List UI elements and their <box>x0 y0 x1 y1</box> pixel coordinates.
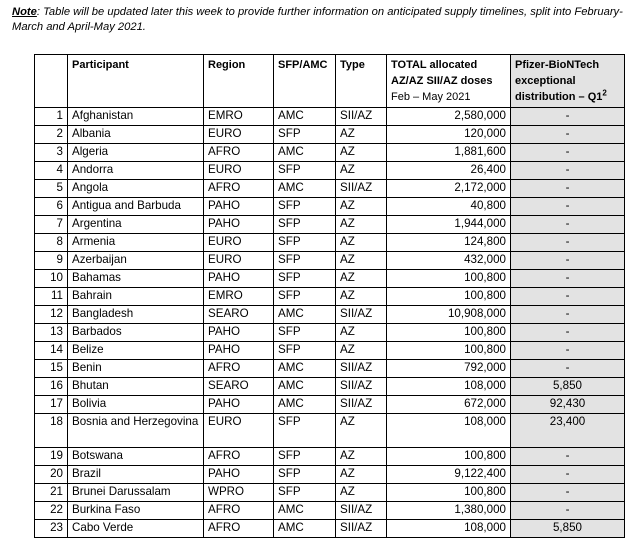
table-row <box>35 270 625 288</box>
cell-pfizer: - <box>511 306 625 324</box>
cell-region: PAHO <box>204 396 274 414</box>
cell-pfizer: - <box>511 502 625 520</box>
cell-pfizer: 5,850 <box>511 378 625 396</box>
table-row <box>35 484 625 502</box>
table-row <box>35 360 625 378</box>
header-row <box>35 55 625 108</box>
cell-sfp-amc: AMC <box>274 502 336 520</box>
table-row <box>35 216 625 234</box>
cell-pfizer: - <box>511 180 625 198</box>
row-index: 5 <box>35 180 68 198</box>
cell-participant: Brazil <box>68 466 204 484</box>
row-index: 21 <box>35 484 68 502</box>
cell-participant: Benin <box>68 360 204 378</box>
cell-region: EMRO <box>204 288 274 306</box>
cell-participant: Angola <box>68 180 204 198</box>
cell-type: SII/AZ <box>336 378 387 396</box>
cell-sfp-amc: SFP <box>274 252 336 270</box>
cell-participant: Afghanistan <box>68 108 204 126</box>
cell-total-doses: 1,380,000 <box>387 502 511 520</box>
cell-participant: Bahrain <box>68 288 204 306</box>
header-participant: Participant <box>68 55 204 108</box>
cell-sfp-amc: AMC <box>274 108 336 126</box>
cell-region: PAHO <box>204 342 274 360</box>
cell-total-doses: 100,800 <box>387 288 511 306</box>
cell-pfizer: - <box>511 162 625 180</box>
cell-participant: Barbados <box>68 324 204 342</box>
cell-participant: Botswana <box>68 448 204 466</box>
cell-total-doses: 108,000 <box>387 378 511 396</box>
cell-participant: Bhutan <box>68 378 204 396</box>
cell-sfp-amc: AMC <box>274 520 336 538</box>
cell-participant: Bolivia <box>68 396 204 414</box>
cell-region: AFRO <box>204 360 274 378</box>
cell-total-doses: 792,000 <box>387 360 511 378</box>
row-index: 22 <box>35 502 68 520</box>
table-row <box>35 324 625 342</box>
cell-pfizer: - <box>511 252 625 270</box>
header-pfizer <box>511 55 625 108</box>
row-index: 16 <box>35 378 68 396</box>
cell-region: EMRO <box>204 108 274 126</box>
cell-type: AZ <box>336 216 387 234</box>
cell-participant: Cabo Verde <box>68 520 204 538</box>
row-index: 8 <box>35 234 68 252</box>
header-total <box>387 55 511 108</box>
row-index: 23 <box>35 520 68 538</box>
cell-sfp-amc: SFP <box>274 198 336 216</box>
cell-region: SEARO <box>204 378 274 396</box>
cell-type: AZ <box>336 466 387 484</box>
cell-region: PAHO <box>204 198 274 216</box>
cell-participant: Burkina Faso <box>68 502 204 520</box>
cell-total-doses: 108,000 <box>387 414 511 448</box>
row-index: 9 <box>35 252 68 270</box>
table-row <box>35 108 625 126</box>
row-index: 6 <box>35 198 68 216</box>
cell-pfizer: - <box>511 198 625 216</box>
header-total-title: TOTAL allocated AZ/AZ SII/AZ doses <box>391 59 493 87</box>
cell-total-doses: 432,000 <box>387 252 511 270</box>
cell-type: AZ <box>336 484 387 502</box>
cell-type: AZ <box>336 144 387 162</box>
cell-type: AZ <box>336 198 387 216</box>
cell-participant: Andorra <box>68 162 204 180</box>
cell-region: WPRO <box>204 484 274 502</box>
row-index: 11 <box>35 288 68 306</box>
table-row <box>35 252 625 270</box>
table-note <box>12 5 624 35</box>
table-row <box>35 126 625 144</box>
cell-region: AFRO <box>204 502 274 520</box>
cell-pfizer: - <box>511 342 625 360</box>
cell-type: AZ <box>336 252 387 270</box>
header-pfizer-footnote: 2 <box>602 88 607 98</box>
cell-total-doses: 40,800 <box>387 198 511 216</box>
table-row <box>35 396 625 414</box>
cell-sfp-amc: SFP <box>274 234 336 252</box>
cell-region: AFRO <box>204 180 274 198</box>
cell-pfizer: - <box>511 144 625 162</box>
cell-region: EURO <box>204 414 274 448</box>
table-row <box>35 288 625 306</box>
cell-type: AZ <box>336 342 387 360</box>
cell-sfp-amc: SFP <box>274 216 336 234</box>
cell-total-doses: 26,400 <box>387 162 511 180</box>
row-index: 7 <box>35 216 68 234</box>
cell-type: AZ <box>336 448 387 466</box>
table-row <box>35 502 625 520</box>
allocation-table <box>34 54 625 538</box>
cell-sfp-amc: SFP <box>274 162 336 180</box>
table-row <box>35 466 625 484</box>
table-row <box>35 448 625 466</box>
table-row <box>35 414 625 448</box>
cell-type: AZ <box>336 324 387 342</box>
table-row <box>35 306 625 324</box>
table-row <box>35 342 625 360</box>
cell-region: EURO <box>204 126 274 144</box>
table-row <box>35 144 625 162</box>
cell-total-doses: 108,000 <box>387 520 511 538</box>
cell-sfp-amc: AMC <box>274 396 336 414</box>
cell-region: EURO <box>204 252 274 270</box>
cell-type: AZ <box>336 414 387 448</box>
header-pfizer-title: Pfizer-BioNTech exceptional distribution – Q1 <box>515 59 603 103</box>
cell-pfizer: - <box>511 484 625 502</box>
cell-region: AFRO <box>204 144 274 162</box>
cell-type: AZ <box>336 126 387 144</box>
table-row <box>35 162 625 180</box>
row-index: 13 <box>35 324 68 342</box>
cell-type: AZ <box>336 234 387 252</box>
cell-type: SII/AZ <box>336 360 387 378</box>
cell-type: SII/AZ <box>336 520 387 538</box>
row-index: 18 <box>35 414 68 448</box>
row-index: 17 <box>35 396 68 414</box>
cell-total-doses: 9,122,400 <box>387 466 511 484</box>
cell-participant: Argentina <box>68 216 204 234</box>
cell-total-doses: 120,000 <box>387 126 511 144</box>
header-total-period: Feb – May 2021 <box>391 91 471 103</box>
cell-participant: Belize <box>68 342 204 360</box>
row-index: 15 <box>35 360 68 378</box>
cell-pfizer: 5,850 <box>511 520 625 538</box>
row-index: 12 <box>35 306 68 324</box>
cell-region: SEARO <box>204 306 274 324</box>
cell-type: SII/AZ <box>336 108 387 126</box>
cell-type: AZ <box>336 162 387 180</box>
cell-participant: Brunei Darussalam <box>68 484 204 502</box>
cell-sfp-amc: AMC <box>274 360 336 378</box>
cell-region: AFRO <box>204 520 274 538</box>
cell-sfp-amc: SFP <box>274 466 336 484</box>
cell-total-doses: 1,881,600 <box>387 144 511 162</box>
cell-pfizer: - <box>511 324 625 342</box>
cell-sfp-amc: AMC <box>274 378 336 396</box>
cell-total-doses: 2,172,000 <box>387 180 511 198</box>
row-index: 10 <box>35 270 68 288</box>
cell-pfizer: 92,430 <box>511 396 625 414</box>
cell-pfizer: - <box>511 360 625 378</box>
table-row <box>35 378 625 396</box>
cell-participant: Bosnia and Herzegovina <box>68 414 204 448</box>
cell-pfizer: - <box>511 234 625 252</box>
cell-region: AFRO <box>204 448 274 466</box>
cell-participant: Azerbaijan <box>68 252 204 270</box>
cell-sfp-amc: SFP <box>274 324 336 342</box>
cell-sfp-amc: SFP <box>274 484 336 502</box>
cell-sfp-amc: SFP <box>274 448 336 466</box>
cell-pfizer: - <box>511 108 625 126</box>
note-label: Note <box>12 6 37 18</box>
cell-participant: Albania <box>68 126 204 144</box>
cell-sfp-amc: AMC <box>274 144 336 162</box>
note-text: : Table will be updated later this week to provide further information on anticipated supply timelines, split into February-March and April-May 2021. <box>12 6 623 33</box>
cell-sfp-amc: SFP <box>274 126 336 144</box>
cell-region: PAHO <box>204 270 274 288</box>
cell-pfizer: - <box>511 466 625 484</box>
cell-region: PAHO <box>204 466 274 484</box>
cell-total-doses: 10,908,000 <box>387 306 511 324</box>
cell-sfp-amc: SFP <box>274 288 336 306</box>
cell-region: PAHO <box>204 216 274 234</box>
cell-total-doses: 100,800 <box>387 484 511 502</box>
cell-total-doses: 100,800 <box>387 324 511 342</box>
header-type: Type <box>336 55 387 108</box>
cell-type: AZ <box>336 270 387 288</box>
cell-sfp-amc: AMC <box>274 180 336 198</box>
cell-total-doses: 100,800 <box>387 270 511 288</box>
row-index: 19 <box>35 448 68 466</box>
cell-participant: Antigua and Barbuda <box>68 198 204 216</box>
cell-total-doses: 100,800 <box>387 342 511 360</box>
cell-participant: Algeria <box>68 144 204 162</box>
table-row <box>35 520 625 538</box>
cell-region: EURO <box>204 234 274 252</box>
cell-type: SII/AZ <box>336 396 387 414</box>
cell-region: EURO <box>204 162 274 180</box>
cell-pfizer: - <box>511 126 625 144</box>
cell-sfp-amc: SFP <box>274 414 336 448</box>
cell-total-doses: 1,944,000 <box>387 216 511 234</box>
row-index: 20 <box>35 466 68 484</box>
row-index: 14 <box>35 342 68 360</box>
row-index: 2 <box>35 126 68 144</box>
cell-participant: Armenia <box>68 234 204 252</box>
table-row <box>35 198 625 216</box>
cell-total-doses: 124,800 <box>387 234 511 252</box>
table-row <box>35 180 625 198</box>
cell-total-doses: 2,580,000 <box>387 108 511 126</box>
cell-sfp-amc: SFP <box>274 342 336 360</box>
header-region: Region <box>204 55 274 108</box>
cell-pfizer: - <box>511 448 625 466</box>
cell-pfizer: - <box>511 270 625 288</box>
cell-type: SII/AZ <box>336 180 387 198</box>
row-index: 4 <box>35 162 68 180</box>
cell-pfizer: - <box>511 288 625 306</box>
cell-participant: Bahamas <box>68 270 204 288</box>
cell-total-doses: 672,000 <box>387 396 511 414</box>
cell-participant: Bangladesh <box>68 306 204 324</box>
table-row <box>35 234 625 252</box>
cell-pfizer: - <box>511 216 625 234</box>
cell-sfp-amc: AMC <box>274 306 336 324</box>
cell-sfp-amc: SFP <box>274 270 336 288</box>
header-index <box>35 55 68 108</box>
row-index: 3 <box>35 144 68 162</box>
row-index: 1 <box>35 108 68 126</box>
cell-type: SII/AZ <box>336 306 387 324</box>
cell-pfizer: 23,400 <box>511 414 625 448</box>
cell-type: AZ <box>336 288 387 306</box>
cell-type: SII/AZ <box>336 502 387 520</box>
cell-total-doses: 100,800 <box>387 448 511 466</box>
cell-region: PAHO <box>204 324 274 342</box>
header-sfp-amc: SFP/AMC <box>274 55 336 108</box>
